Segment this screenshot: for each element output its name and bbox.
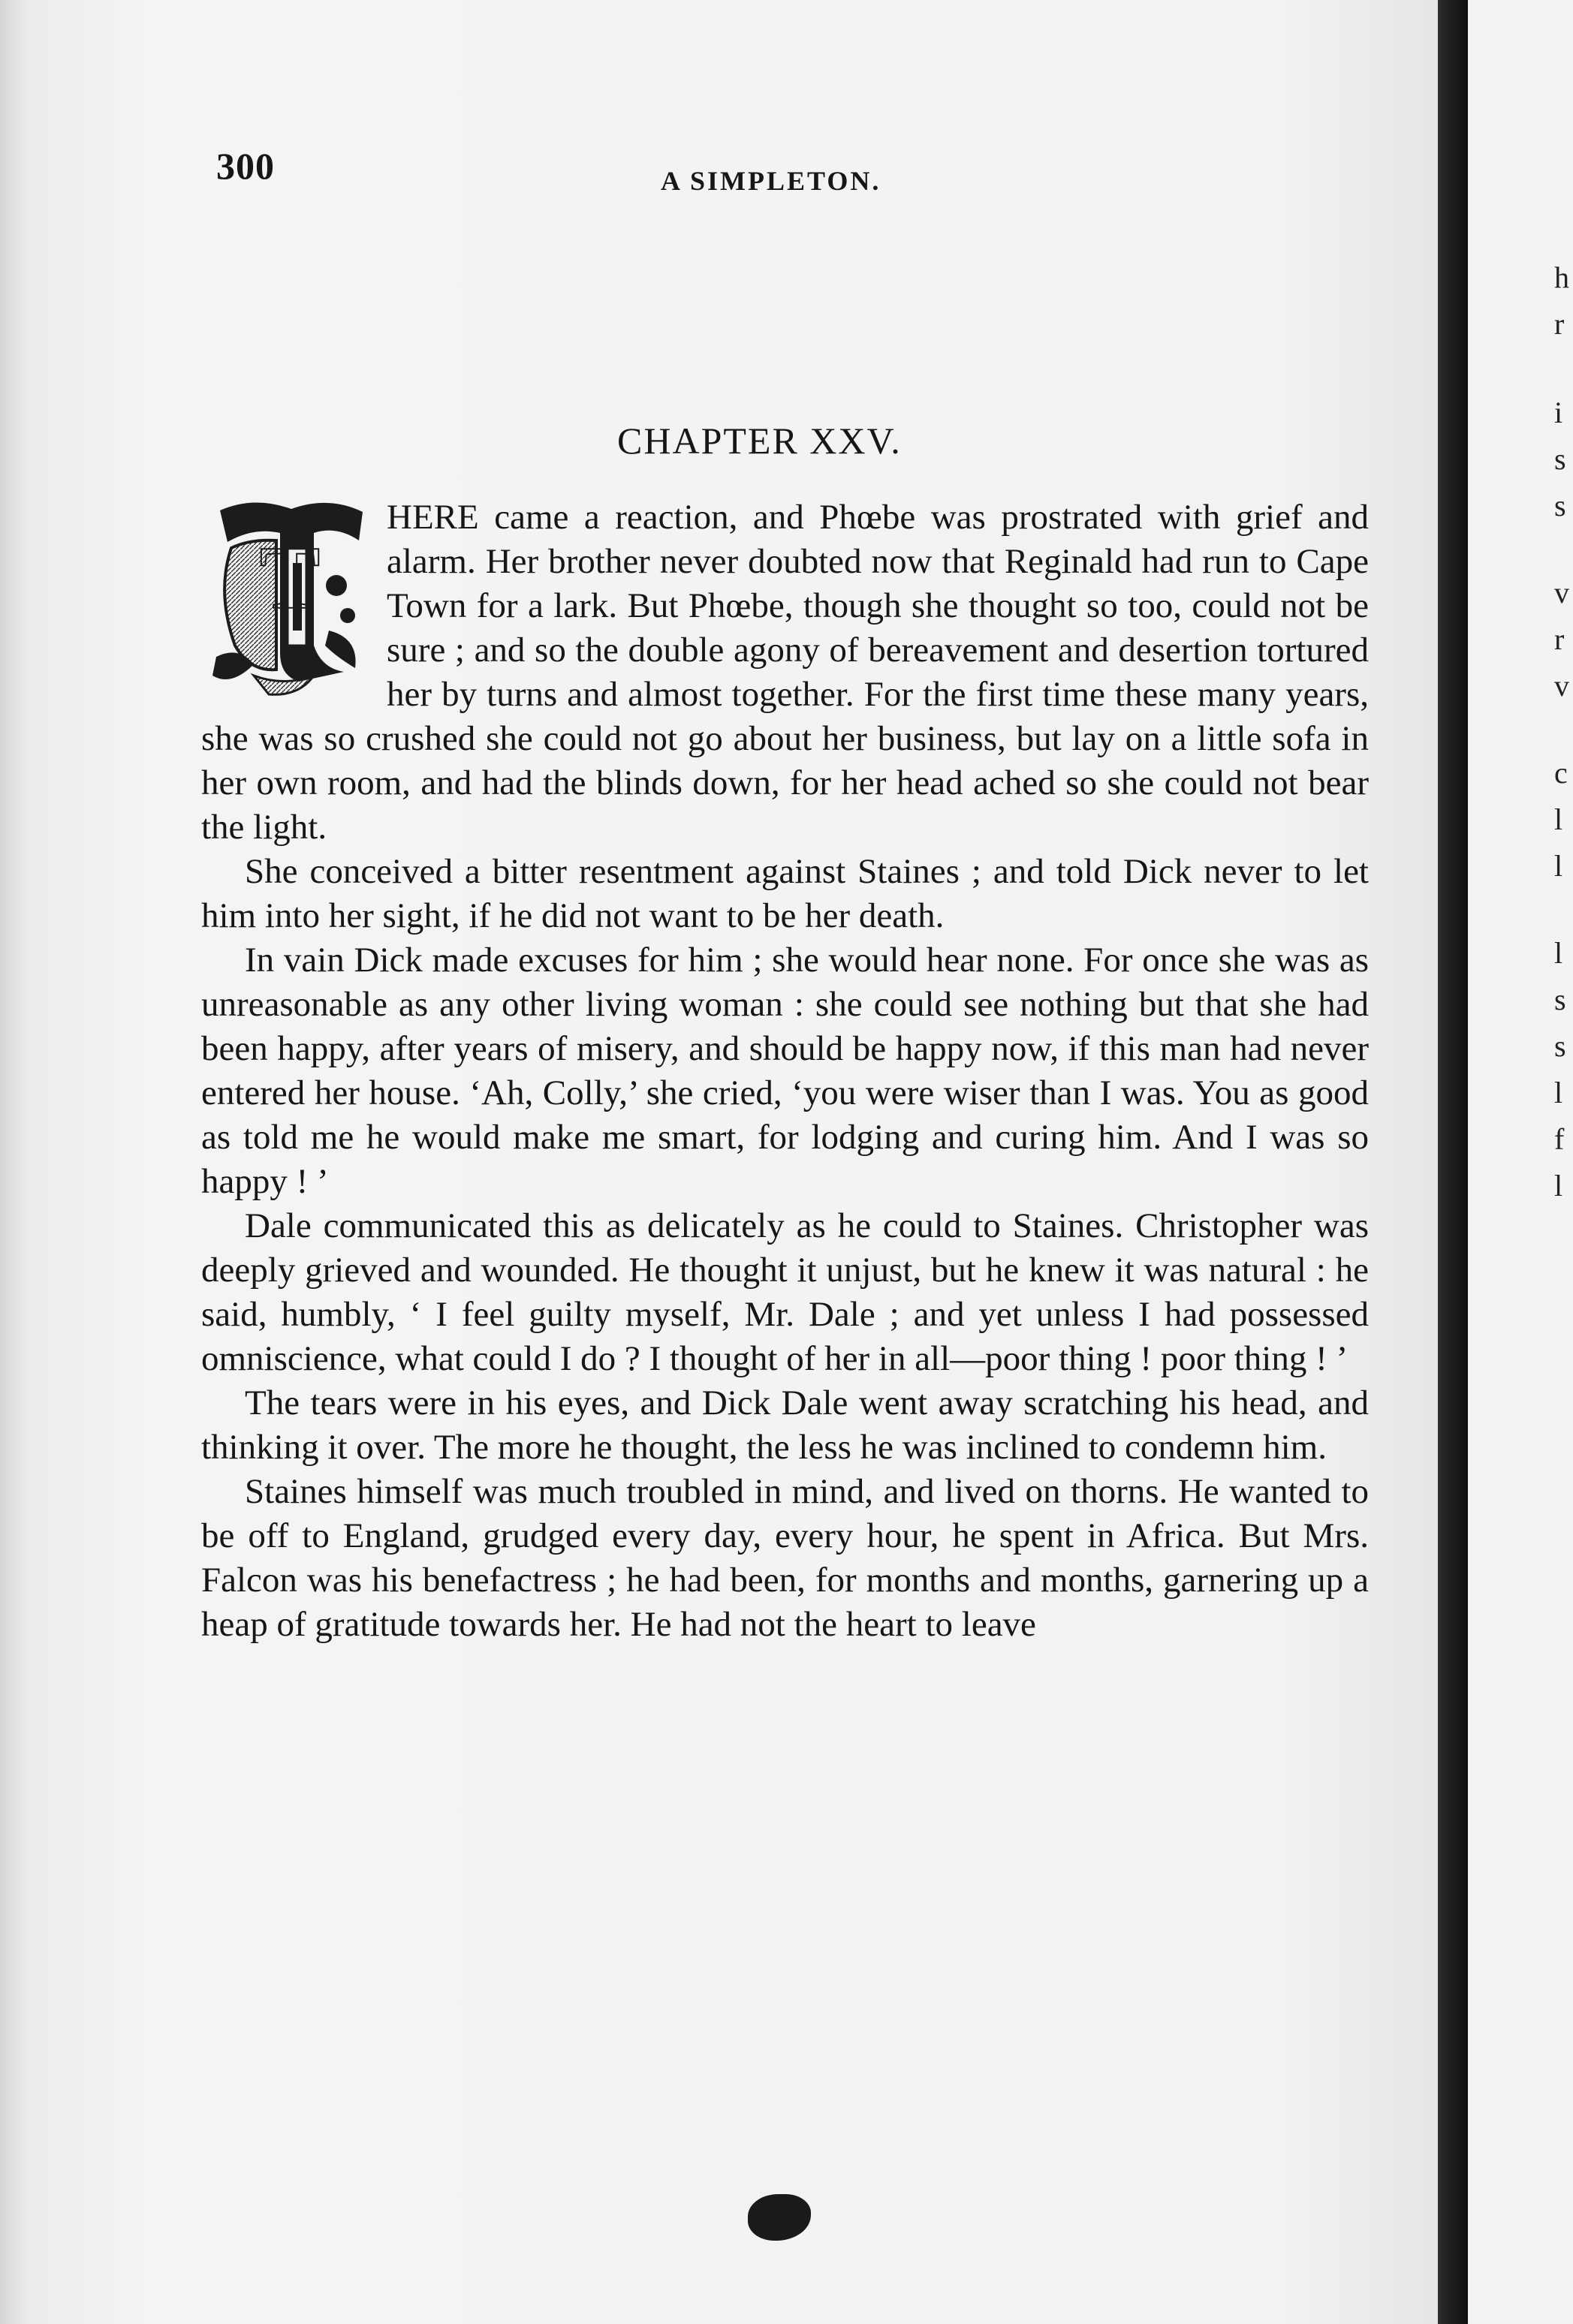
facing-page-letter: s [1554,983,1566,1016]
book-gutter [1438,0,1468,2324]
ink-smudge [748,2194,811,2241]
facing-page-letter: h [1554,260,1569,294]
paragraph: HERE came a reaction, and Phœbe was prostrated with grief and alarm. Her brother never doubted now that Reginald had run to Cape Town for a lark. But Phœbe, though she thought so too, could not be sure ; and so the double agony of bereavement and desertion tortured her by turns and almost together. For the first time these many years, she was so crushed she could not go about her business, but lay on a little sofa in her own room, and had the blinds down, for her head ached so she could not bear the light. [201,498,1369,847]
facing-page-letter: v [1554,576,1569,610]
facing-page-letter: f [1554,1122,1565,1156]
paragraph: Staines himself was much troubled in mind, and lived on thorns. He wanted to be off to England, grudged every day, every hour, he spent in Africa. But Mrs. Falcon was his benefactress ; he had been, for months and months, garnering up a heap of gratitude towards her. He had not the heart to leave [201,1472,1369,1644]
paragraph: The tears were in his eyes, and Dick Dale went away scratching his head, and thinking it over. The more he thought, the less he was inclined to condemn him. [201,1383,1369,1467]
facing-page-letter: l [1554,936,1563,970]
facing-page-letter: l [1554,1169,1563,1203]
facing-page-letter: s [1554,442,1566,476]
facing-page-letter: c [1554,756,1568,790]
facing-page-letter: r [1554,622,1565,656]
facing-page-letter: r [1554,307,1565,341]
ornamental-drop-cap-t [209,495,370,698]
facing-page-letter: l [1554,802,1563,836]
facing-page-letter: i [1554,396,1563,429]
paragraph: Dale communicated this as delicately as he could to Staines. Christopher was deeply grieved and wounded. He thought it unjust, but he knew it was natural : he said, humbly, ‘ I feel guilty myself, Mr. Dale ; and yet unless I had possessed omniscience, what could I do ? I thought of her in all—poor thing ! poor thing ! ’ [201,1206,1369,1378]
running-title: A SIMPLETON. [661,166,881,196]
facing-page-letter: l [1554,1076,1563,1109]
facing-page-letter: s [1554,489,1566,522]
facing-page-letter: l [1554,849,1563,883]
page-number: 300 [216,145,275,187]
body-text [201,495,1369,1647]
drop-cap-letter: T [259,528,321,628]
facing-page-letter: s [1554,1029,1566,1063]
facing-page-letter: v [1554,669,1569,703]
paragraph: In vain Dick made excuses for him ; she would hear none. For once she was as unreasonable as any other living woman : she could see nothing but that she had been happy, after years of misery, and should be happy now, if this man had never entered her house. ‘Ah, Colly,’ she cried, ‘you were wiser than I was. You as good as told me he would make me smart, for lodging and curing him. And I was so happy ! ’ [201,941,1369,1201]
paragraph: She conceived a bitter resentment against Staines ; and told Dick never to let him into her sight, if he did not want to be her death. [201,852,1369,935]
chapter-title: CHAPTER XXV. [617,420,902,462]
facing-page-edge [1468,0,1573,2324]
page-header [0,144,1438,197]
